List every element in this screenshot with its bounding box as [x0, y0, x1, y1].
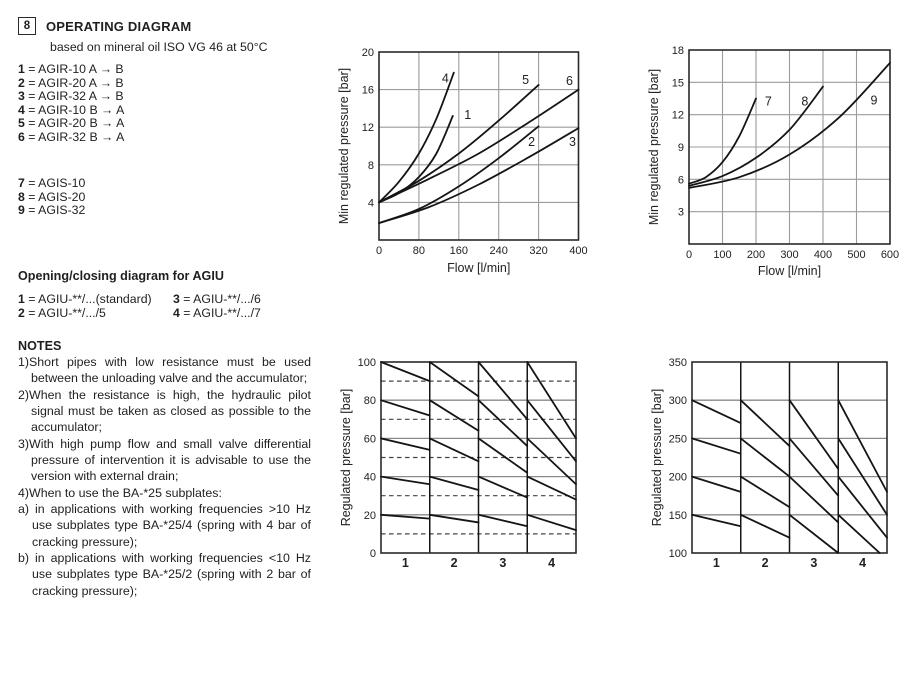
svg-text:6: 6	[677, 174, 684, 187]
svg-text:0: 0	[685, 249, 693, 261]
svg-text:4: 4	[859, 556, 867, 570]
chart-agiu-low-pressure	[335, 345, 595, 583]
svg-text:100: 100	[668, 548, 687, 560]
legend-item: 3 = AGIR-32 A → B	[18, 89, 124, 104]
note-item: 1)Short pipes with low resistance must be used between the unloading valve and the accumulator;	[18, 355, 311, 386]
svg-text:Flow [l/min]: Flow [l/min]	[757, 264, 822, 278]
svg-text:500: 500	[847, 249, 866, 261]
svg-text:8: 8	[367, 159, 374, 172]
svg-text:4: 4	[548, 556, 556, 570]
legend-item: 9 = AGIS-32	[18, 203, 86, 218]
svg-text:100: 100	[713, 249, 732, 261]
chart-agir-min-pressure	[335, 35, 595, 287]
svg-text:1: 1	[401, 556, 409, 570]
section-header	[18, 17, 191, 35]
svg-text:4: 4	[441, 71, 449, 86]
svg-text:Regulated pressure [bar]: Regulated pressure [bar]	[339, 388, 353, 527]
svg-text:20: 20	[363, 509, 376, 522]
svg-text:16: 16	[361, 84, 374, 97]
legend-agiu	[18, 292, 261, 321]
svg-text:400: 400	[569, 245, 588, 257]
notes-title: NOTES	[18, 339, 62, 353]
legend-item: 5 = AGIR-20 B → A	[18, 116, 125, 131]
svg-text:5: 5	[522, 73, 530, 88]
chart-agiu-high-pressure	[646, 345, 906, 583]
svg-text:3: 3	[499, 556, 507, 570]
section-number-box: 8	[18, 17, 36, 35]
svg-text:18: 18	[671, 45, 684, 57]
svg-text:Regulated pressure [bar]: Regulated pressure [bar]	[650, 388, 664, 527]
note-item: 2)When the resistance is high, the hydraulic pilot signal must be taken as closed as possible to the accumulator;	[18, 387, 311, 435]
note-item: 4)When to use the BA-*25 subplates:	[18, 485, 222, 500]
svg-text:9: 9	[870, 93, 878, 108]
svg-text:100: 100	[357, 357, 376, 369]
svg-text:3: 3	[810, 556, 818, 570]
chart-agis-min-pressure	[645, 35, 920, 287]
legend-item: 7 = AGIS-10	[18, 176, 86, 190]
note-item: 3)With high pump flow and small valve differential pressure of intervention it is advisable to use the version with external drain;	[18, 436, 311, 484]
svg-text:160: 160	[449, 245, 468, 257]
legend-agis	[18, 177, 85, 218]
svg-text:15: 15	[671, 77, 684, 90]
svg-text:1: 1	[464, 107, 472, 122]
legend-item: 6 = AGIR-32 B → A	[18, 129, 125, 144]
svg-text:80: 80	[363, 395, 376, 408]
svg-text:350: 350	[668, 357, 687, 369]
legend-item: 2 = AGIU-**/.../5	[18, 306, 106, 321]
svg-text:1: 1	[712, 556, 720, 570]
svg-text:240: 240	[489, 245, 508, 257]
svg-text:12: 12	[671, 109, 684, 122]
svg-text:150: 150	[668, 509, 687, 522]
svg-text:400: 400	[813, 249, 833, 261]
svg-text:Flow [l/min]: Flow [l/min]	[447, 261, 511, 275]
svg-text:600: 600	[880, 249, 900, 261]
svg-text:3: 3	[569, 135, 576, 150]
legend-item: 1 = AGIR-10 A → B	[18, 62, 124, 76]
svg-text:2: 2	[761, 556, 769, 570]
svg-text:200: 200	[746, 249, 766, 261]
note-subitem: b) in applications with working frequencies <10 Hz use subplates type BA-*25/2 (spring with 2 bar of cracking pressure);	[18, 551, 311, 598]
svg-text:7: 7	[764, 94, 772, 109]
svg-text:6: 6	[566, 74, 573, 89]
legend-item: 3 = AGIU-**/.../6	[173, 292, 261, 306]
legend-item: 1 = AGIU-**/...(standard)	[18, 292, 152, 306]
svg-text:40: 40	[363, 471, 376, 484]
page-title: OPERATING DIAGRAM	[46, 18, 192, 34]
svg-text:9: 9	[677, 142, 684, 154]
svg-text:0: 0	[375, 245, 383, 257]
notes-body	[18, 354, 311, 599]
legend-item: 8 = AGIS-20	[18, 189, 86, 204]
svg-text:0: 0	[369, 548, 376, 560]
svg-text:200: 200	[668, 471, 687, 484]
svg-text:4: 4	[367, 197, 374, 210]
svg-text:250: 250	[668, 433, 687, 446]
note-subitem: a) in applications with working frequencies >10 Hz use subplates type BA-*25/4 (spring with 4 bar of cracking pressure);	[18, 502, 311, 549]
svg-text:300: 300	[780, 249, 799, 261]
svg-text:2: 2	[450, 556, 458, 570]
svg-text:20: 20	[361, 47, 374, 59]
svg-text:Min regulated pressure [bar]: Min regulated pressure [bar]	[647, 68, 661, 226]
page-subtitle: based on mineral oil ISO VG 46 at 50°C	[50, 40, 268, 54]
svg-text:80: 80	[412, 245, 426, 257]
svg-text:300: 300	[668, 395, 687, 408]
legend-agir	[18, 63, 124, 145]
legend-item: 2 = AGIR-20 A → B	[18, 75, 124, 90]
svg-text:3: 3	[677, 206, 684, 219]
svg-text:Min regulated pressure [bar]: Min regulated pressure [bar]	[337, 67, 351, 225]
legend-item: 4 = AGIU-**/.../7	[173, 306, 261, 321]
agiu-diagram-title: Opening/closing diagram for AGIU	[18, 269, 224, 283]
svg-text:320: 320	[529, 245, 548, 257]
legend-item: 4 = AGIR-10 B → A	[18, 102, 125, 117]
svg-text:12: 12	[361, 122, 374, 135]
svg-text:2: 2	[528, 135, 536, 150]
svg-text:60: 60	[363, 433, 376, 446]
svg-text:8: 8	[801, 94, 809, 109]
